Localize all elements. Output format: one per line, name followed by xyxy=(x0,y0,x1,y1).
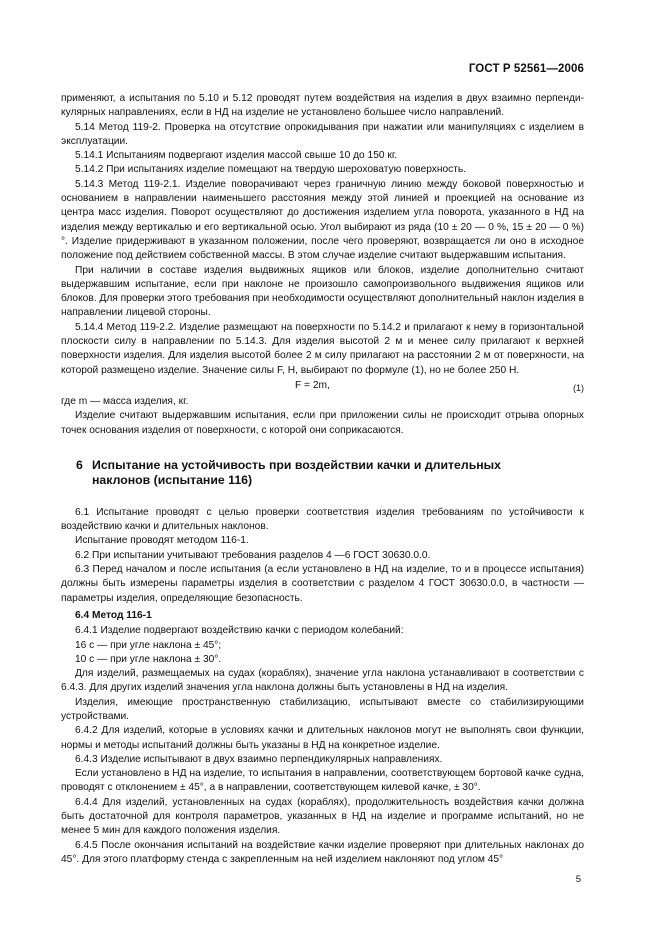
paragraph-t2: 16 с — при угле наклона ± 45°; xyxy=(75,639,222,651)
section-6-title xyxy=(76,458,584,488)
paragraph-t1: 6.4.1 Изделие подвергают воздействию качки с периодом колебаний: xyxy=(75,625,404,637)
section-title-line2: наклонов (испытание 116) xyxy=(92,472,253,487)
paragraph-t4: Для изделий, размещаемых на судах (кораблях), значение угла наклона устанавливают в соответствии с 6.4.3. Для других изделий значения угла наклона должны быть установлены в НД на изделия. xyxy=(61,668,584,694)
paragraph-p6: При наличии в составе изделия выдвижных ящиков или блоков, изделие дополнительно считают выдержавшим испытание, если при наклоне не произошло самопроизвольного выдвижения ящиков или блоков. Для проверки этого требования при необходимости осуществляют дополнительный наклон изделия в направлении лицевой стороны. xyxy=(61,264,584,319)
paragraph-t10: 6.4.5 После окончания испытаний на воздействие качки изделие проверяют при длительных наклонах до 45°. Для этого платформу стенда с закрепленным на ней изделием наклоняют под углом 45° xyxy=(61,839,584,865)
paragraph-t8: Если установлено в НД на изделие, то испытания в направлении, соответствующем бортовой качке судна, проводят с отклонением ± 45°, а в направлении, соответствующем килевой качке, ± 30°. xyxy=(61,768,584,794)
page-number: 5 xyxy=(575,874,581,885)
paragraph-t7: 6.4.3 Изделие испытывают в двух взаимно перпендикулярных направлениях. xyxy=(75,753,443,765)
paragraph-t6: 6.4.2 Для изделий, которые в условиях качки и длительных наклонов могут не выполнять свои функции, нормы и методы испытаний должны быть указаны в НД на конкретное изделие. xyxy=(61,725,584,751)
formula-1 xyxy=(61,378,584,394)
paragraph-t9: 6.4.4 Для изделий, установленных на судах (кораблях), продолжительность воздействия качки должна быть достаточной для контроля параметров, указанных в НД на изделие и программе испытаний, но не менее 5 мин для каждого положения изделия. xyxy=(61,796,584,837)
paragraph-p4: 5.14.2 При испытаниях изделие помещают на твердую шероховатую поверхность. xyxy=(75,164,467,176)
subsection-title: 6.4 Метод 116-1 xyxy=(75,609,152,621)
paragraph-p9: Изделие считают выдержавшим испытания, если при приложении силы не происходит отрыва опорных точек основания изделия от поверхности, с которой они соприкасаются. xyxy=(61,410,584,436)
paragraph-s2: Испытание проводят методом 116-1. xyxy=(75,535,249,547)
paragraph-t3: 10 с — при угле наклона ± 30°. xyxy=(75,653,222,665)
paragraph-p7: 5.14.4 Метод 119-2.2. Изделие размещают на поверхности по 5.14.2 и прилагают к нему в горизонтальной плоскости силу в направлении по 5.14.3. Для изделия высотой 2 м и менее силу прилагают к верхней поверхности изделия. Для изделия высотой более 2 м силу прилагают на расстоянии 2 м от поверхности, на которой размещено изделие. Значение силы F, Н, выбирают по формуле (1), но не более 250 Н. xyxy=(61,321,584,376)
paragraph-p2: 5.14 Метод 119-2. Проверка на отсутствие опрокидывания при нажатии или манипуляциях с изделием в эксплуатации. xyxy=(61,121,584,147)
section-number: 6 xyxy=(76,457,83,472)
formula-text: F = 2m, xyxy=(295,379,330,391)
paragraph-t5: Изделия, имеющие пространственную стабилизацию, испытывают вместе со стабилизирующими устройствами. xyxy=(61,696,584,722)
paragraph-p3: 5.14.1 Испытаниям подвергают изделия массой свыше 10 до 150 кг. xyxy=(75,150,398,162)
page-content xyxy=(61,92,584,867)
paragraph-p8: где m — масса изделия, кг. xyxy=(61,395,189,407)
section-title-line1: Испытание на устойчивость при воздействии качки и длительных xyxy=(92,457,502,472)
paragraph-s1: 6.1 Испытание проводят с целью проверки соответствия изделия требованиям по устойчивости к воздействию качки и длительных наклонов. xyxy=(61,506,584,533)
paragraph-p1: применяют, а испытания по 5.10 и 5.12 проводят путем воздействия на изделия в двух взаимно перпендикулярных направлениях, если в НД на изделие не установлено большее число направлений. xyxy=(61,93,584,119)
block-mid xyxy=(61,395,584,438)
paragraph-s3: 6.2 При испытании учитывают требования разделов 4 —6 ГОСТ 30630.0.0. xyxy=(75,549,431,561)
document-header: ГОСТ Р 52561—2006 xyxy=(468,63,584,75)
formula-number: (1) xyxy=(573,382,584,393)
block-sub xyxy=(61,624,584,867)
block-top xyxy=(61,92,584,378)
block-section xyxy=(61,506,584,606)
paragraph-p5: 5.14.3 Метод 119-2.1. Изделие поворачивают через граничную линию между боковой поверхностью и основанием в направлении наименьшего расстояния между этой линией и проекцией на основание из центра масс изделия. Поворот осуществляют до достижения изделием угла поворота, указанного в НД на изделия между вертикалью и его вертикальной осью. Угол выбирают из ряда (10 ± 20 — 0 %, 15 ± 20 — 0 %)°. Изделие придерживают в указанном положении, после чего проверяют, возвращается ли оно в исходное положение под действием собственной массы. В этом случае изделие считают выдержавшим испытания. xyxy=(61,178,584,262)
paragraph-s4: 6.3 Перед началом и после испытания (а если установлено в НД на изделие, то и в процессе испытания) должны быть измерены параметры изделия в соответствии с разделом 4 ГОСТ 30630.0.0, в частности — параметры изделия, определяющие безопасность. xyxy=(61,564,584,604)
